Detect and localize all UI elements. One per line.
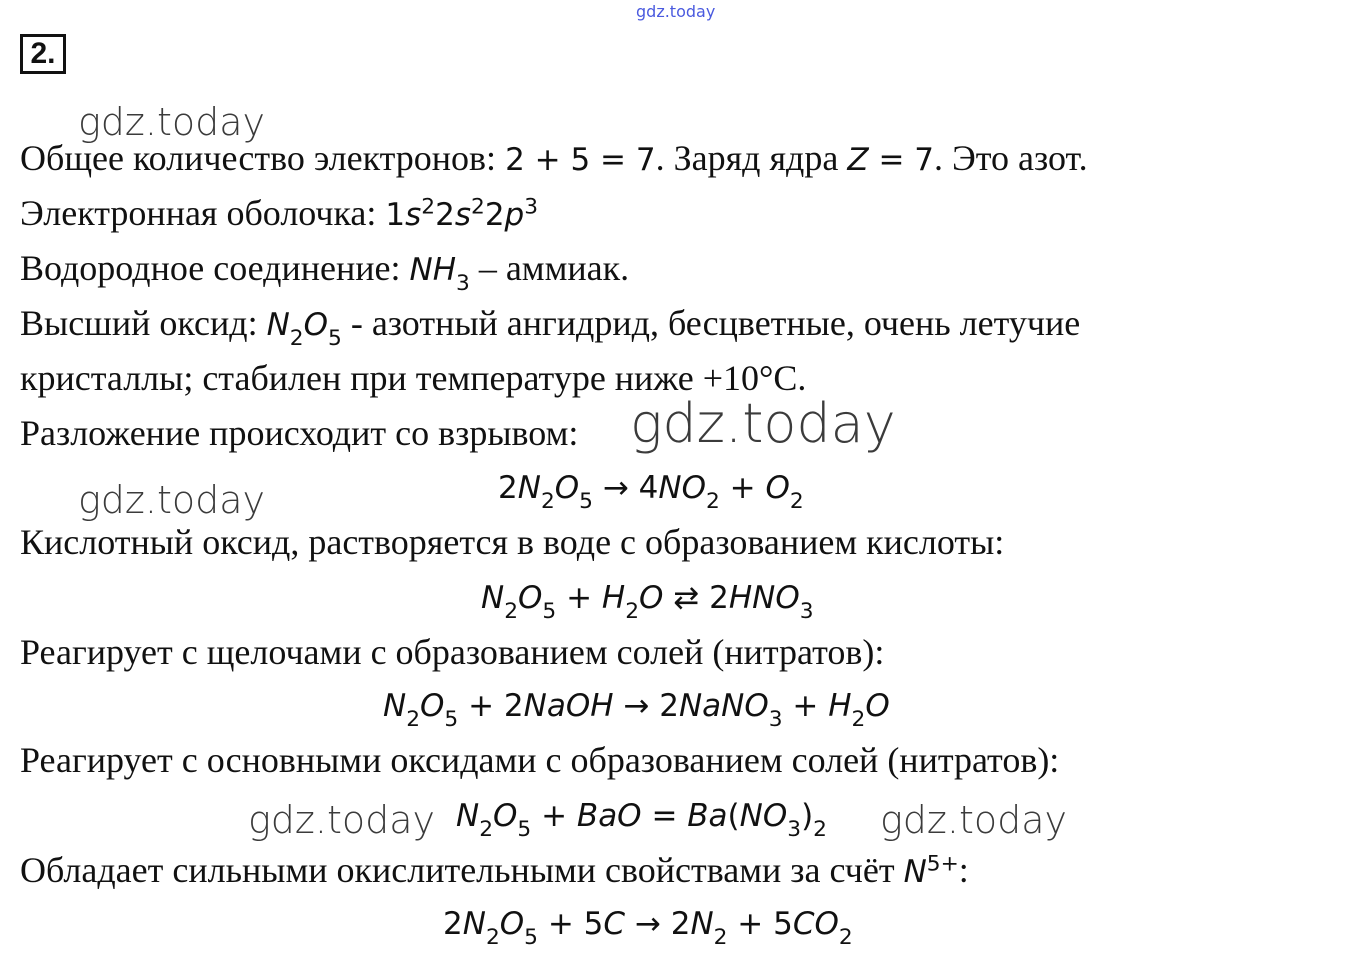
- equation-decomposition: $2N_2O_5 \to 4NO_2 + O_2$: [498, 470, 804, 515]
- math-n5plus: $N^{5+}$: [903, 851, 959, 890]
- equation-water: $N_2O_5 + H_2O$ ⇄ $2HNO_3$: [481, 580, 814, 625]
- text-line-crystals: кристаллы; стабилен при температуре ниже +10°С.: [20, 358, 807, 398]
- math-n2o5: $N_2O_5$: [266, 307, 342, 352]
- watermark-top: gdz.today: [636, 2, 716, 21]
- watermark: gdz.today: [630, 392, 896, 455]
- equation-bao: $N_2O_5$ + BaO = $Ba(NO_3)_2$: [456, 798, 827, 843]
- text-line-basic-oxides: Реагирует с основными оксидами с образованием солей (нитратов):: [20, 740, 1060, 780]
- math-electron-config: $1s^22s^22p^3$: [385, 194, 539, 233]
- task-number: 2.: [20, 34, 66, 74]
- math-nh3: $NH_3$: [409, 252, 470, 297]
- text-line-decomposition: Разложение происходит со взрывом:: [20, 413, 579, 453]
- math-charge: Z = 7: [847, 142, 935, 178]
- text-line-higher-oxide: Высший оксид: $N_2O_5$ - азотный ангидрид, бесцветные, очень летучие: [20, 303, 1081, 352]
- text-line-electrons: Общее количество электронов: 2 + 5 = 7. Заряд ядра Z = 7. Это азот.: [20, 138, 1088, 178]
- watermark: gdz.today: [78, 100, 265, 144]
- equation-carbon: $2N_2O_5 + 5C \to 2N_2 + 5CO_2$: [443, 906, 853, 951]
- equation-naoh: $N_2O_5$ + 2NaOH → 2NaNO$_3$ + $H_2O$: [383, 688, 890, 733]
- text-line-acid-oxide: Кислотный оксид, растворяется в воде с образованием кислоты:: [20, 522, 1005, 562]
- math-sum: 2 + 5 = 7: [505, 142, 656, 178]
- watermark: gdz.today: [78, 478, 265, 522]
- text-line-oxidizer: Обладает сильными окислительными свойствами за счёт $N^{5+}$:: [20, 850, 969, 890]
- watermark: gdz.today: [248, 798, 435, 842]
- text-line-hydrogen-compound: Водородное соединение: $NH_3$ – аммиак.: [20, 248, 630, 297]
- watermark: gdz.today: [880, 798, 1067, 842]
- text-line-shell: Электронная оболочка: $1s^22s^22p^3$: [20, 193, 539, 233]
- text-line-alkali: Реагирует с щелочами с образованием солей (нитратов):: [20, 632, 885, 672]
